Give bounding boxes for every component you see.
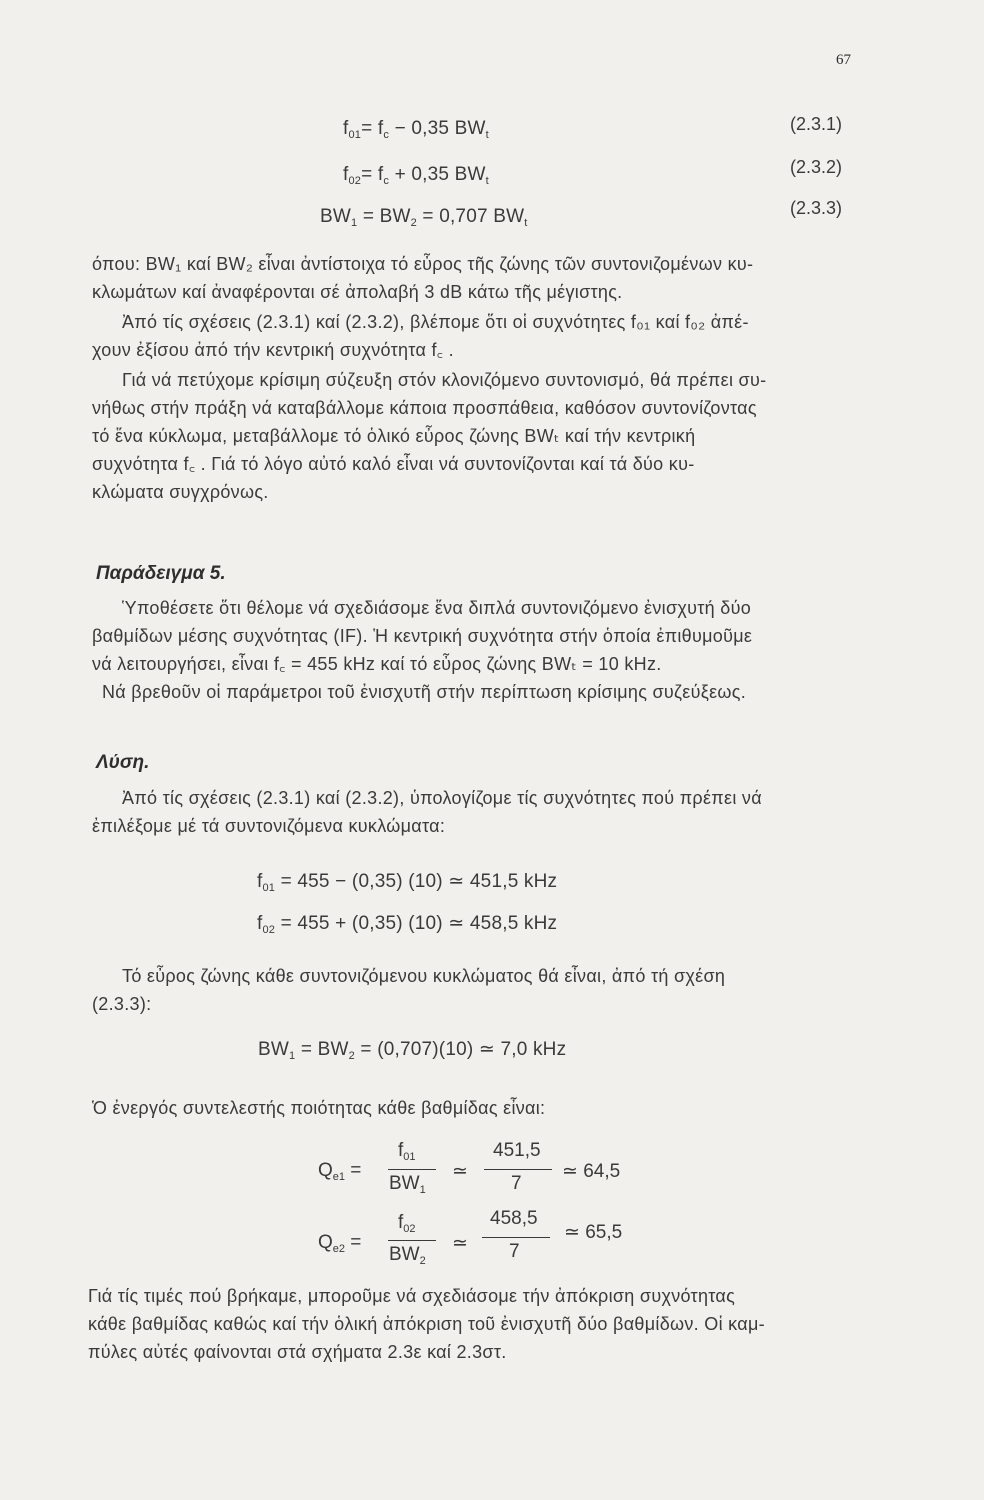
calc-f02: $f_{02} = 455 + (0,35)$ (10) ≃ 458,5 kHz [257, 913, 558, 936]
equation-number: (2.3.2) [790, 157, 843, 177]
paragraph-definitions: όπου: BW₁ καί BW₂ εἶναι ἀντίστοιχα τό εὖρος τῆς ζώνης τῶν συντονιζομένων κυ- κλωμάτων καί ἀναφέρονται σέ ἀπολαβή 3 dB κάτω τῆς μέγιστης. [92, 254, 754, 302]
quality-factor-text: Ὁ ἐνεργός συντελεστής ποιότητας κάθε βαθμίδας εἶναι: [92, 1098, 546, 1118]
fraction-bar [388, 1240, 436, 1241]
equation-number: (2.3.3) [790, 198, 843, 218]
bandwidth-text: Τό εὖρος ζώνης κάθε συντονιζόμενου κυκλώματος θά εἶναι, ἀπό τή σχέση (2.3.3): [92, 966, 726, 1014]
equation-number: (2.3.1) [790, 114, 843, 134]
equation-2-3-1: $f_{01}= f_c - 0,35$ $BW_t$ [343, 118, 489, 141]
solution-text: Ἀπό τίς σχέσεις (2.3.1) καί (2.3.2), ὑπολογίζομε τίς συχνότητες πού πρέπει νά ἐπιλέξομε μέ τά συντονιζόμενα κυκλώματα: [92, 788, 762, 836]
calc-bandwidth: $BW_1 = BW_2 = (0,707)(10)$ ≃ 7,0 kHz [258, 1039, 567, 1062]
example-heading: Παράδειγμα 5. [96, 563, 226, 584]
solution-heading: Λύση. [96, 752, 150, 773]
equation-2-3-3: $BW_1 = BW_2 = 0,707$ $BW_t$ [320, 206, 528, 229]
fraction-bar [484, 1169, 552, 1170]
fraction-bar [388, 1169, 436, 1170]
equation-2-3-2: $f_{02}= f_c + 0,35$ $BW_t$ [343, 164, 489, 187]
paragraph-critical-coupling: Γιά νά πετύχομε κρίσιμη σύζευξη στόν κλονιζόμενο συντονισμό, θά πρέπει συ- νήθως στήν πράξη νά καταβάλλομε κάποια προσπάθεια, καθόσον συντονίζοντας τό ἕνα κύκλωμα, μεταβάλλομε τό ὁλικό εὖρος ζώνης BWₜ καί τήν κεντρική συχνότητα f꜀ . Γιά τό λόγο αὐτό καλό εἶναι νά συντονίζονται καί τά δύο κυ- κλώματα συγχρόνως. [92, 370, 767, 502]
document-page: 67 $f_{01}= f_c - 0,35$ $BW_t$ (2.3.1) $f_{02}= f_c + 0,35$ $BW_t$ (2.3.2) $BW_1 = BW_2 = 0,707$ $BW_t$ (2.3.3) όπου: BW₁ καί BW₂ εἶναι ἀντίστοιχα τό εὖρος τῆς ζώνης τῶν συντονιζομένων κυ- κλωμάτων καί ἀναφέρονται σέ ἀπολαβή 3 dB κάτω τῆς μέγιστης. Ἀπό τίς σχέσεις (2.3.1) καί (2.3.2), βλέπομε ὅτι οἱ συχνότητες f₀₁ καί f₀₂ ἀπέ- χουν ἐξίσου ἀπό τήν κεντρική συχνότητα f꜀ . Γιά νά πετύχομε κρίσιμη σύζευξη στόν κλονιζόμενο συντονισμό, θά πρέπει συ- νήθως στήν πράξη νά καταβάλλομε κάποια προσπάθεια, καθόσον συντονίζοντας τό ἕνα κύκλωμα, μεταβάλλομε τό ὁλικό εὖρος ζώνης BWₜ καί τήν κεντρική συχνότητα f꜀ . Γιά τό λόγο αὐτό καλό εἶναι νά συντονίζονται καί τά δύο κυ- κλώματα συγχρόνως. Παράδειγμα 5. Ὑποθέσετε ὅτι θέλομε νά σχεδιάσομε ἕνα διπλά συντονιζόμενο ἐνισχυτή δύο βαθμίδων μέσης συχνότητας (IF). Ἡ κεντρική συχνότητα στήν ὁποία ἐπιθυμοῦμε νά λειτουργήσει, εἶναι f꜀ = 455 kHz καί τό εὖρος ζώνης BWₜ = 10 kHz. Νά βρεθοῦν οἱ παράμετροι τοῦ ἐνισχυτῆ στήν περίπτωση κρίσιμης συζεύξεως. Λύση. Ἀπό τίς σχέσεις (2.3.1) καί (2.3.2), ὑπολογίζομε τίς συχνότητες πού πρέπει νά ἐπιλέξομε μέ τά συντονιζόμενα κυκλώματα: $f_{01} = 455 - (0,35)$ (10) ≃ 451,5 kHz $f_{02} = 455 + (0,35)$ (10) ≃ 458,5 kHz Τό εὖρος ζώνης κάθε συντονιζόμενου κυκλώματος θά εἶναι, ἀπό τή σχέση (2.3.3): $BW_1 = BW_2 = (0,707)(10)$ ≃ 7,0 kHz Ὁ ἐνεργός συντελεστής ποιότητας κάθε βαθμίδας εἶναι: $Q_{e1}$ = $f_{01}$ $BW_1$ ≃ 451,5 7 ≃ 64,5 $Q_{e2}$ = $f_{02}$ $BW_2$ ≃ 458,5 7 ≃ 65,5 Γιά τίς τιμές πού βρήκαμε, μποροῦμε νά σχεδιάσομε τήν ἀπόκριση συχνότητας κάθε βαθμίδας καθώς καί τήν ὁλική ἀπόκριση τοῦ ἐνισχυτῆ δύο βαθμίδων. Οἱ καμ- πύλες αὐτές φαίνονται στά σχήματα 2.3ε καί 2.3στ. [0, 0, 984, 1500]
example-text: Ὑποθέσετε ὅτι θέλομε νά σχεδιάσομε ἕνα διπλά συντονιζόμενο ἐνισχυτή δύο βαθμίδων μέσης συχνότητας (IF). Ἡ κεντρική συχνότητα στήν ὁποία ἐπιθυμοῦμε νά λειτουργήσει, εἶναι f꜀ = 455 kHz καί τό εὖρος ζώνης BWₜ = 10 kHz. Νά βρεθοῦν οἱ παράμετροι τοῦ ἐνισχυτῆ στήν περίπτωση κρίσιμης συζεύξεως. [92, 598, 753, 702]
fraction-bar [482, 1237, 550, 1238]
page-number: 67 [836, 52, 851, 68]
final-paragraph: Γιά τίς τιμές πού βρήκαμε, μποροῦμε νά σχεδιάσομε τήν ἀπόκριση συχνότητας κάθε βαθμίδας καθώς καί τήν ὁλική ἀπόκριση τοῦ ἐνισχυτῆ δύο βαθμίδων. Οἱ καμ- πύλες αὐτές φαίνονται στά σχήματα 2.3ε καί 2.3στ. [88, 1286, 765, 1362]
calc-f01: $f_{01} = 455 - (0,35)$ (10) ≃ 451,5 kHz [257, 871, 558, 894]
paragraph-symmetric-frequencies: Ἀπό τίς σχέσεις (2.3.1) καί (2.3.2), βλέπομε ὅτι οἱ συχνότητες f₀₁ καί f₀₂ ἀπέ- χουν ἐξίσου ἀπό τήν κεντρική συχνότητα f꜀ . [92, 312, 749, 360]
